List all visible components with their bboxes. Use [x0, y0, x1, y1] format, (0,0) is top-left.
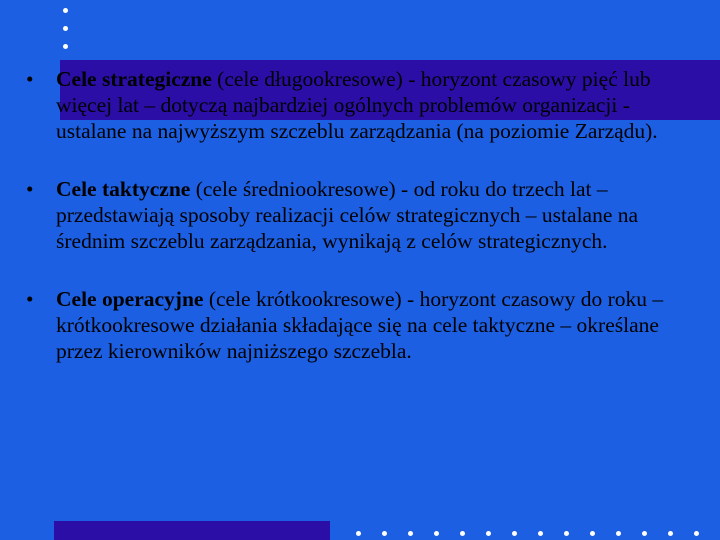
- decorative-dot: [356, 531, 361, 536]
- decorative-dot: [538, 531, 543, 536]
- bullet-term: Cele strategiczne: [56, 67, 212, 91]
- decorative-dot: [63, 26, 68, 31]
- decorative-dot: [434, 531, 439, 536]
- decorative-dot: [408, 531, 413, 536]
- bullet-text: (cele długookresowe) - horyzont czasowy pięć lub więcej lat – dotyczą najbardziej ogólnych problemów organizacji - ustalane na najwyższym szczeblu zarządzania (na poziomie Zarządu).: [56, 67, 658, 143]
- bullet-icon: •: [26, 287, 34, 311]
- decorative-dot: [460, 531, 465, 536]
- decorative-dot: [63, 8, 68, 13]
- bullet-item-strategic: [26, 66, 698, 144]
- bullet-list: [26, 66, 698, 396]
- decorative-dot: [668, 531, 673, 536]
- decorative-dot: [564, 531, 569, 536]
- decorative-dot: [382, 531, 387, 536]
- bullet-text: (cele krótkookresowe) - horyzont czasowy do roku – krótkookresowe działania składające się na cele taktyczne – określane przez kierowników najniższego szczebla.: [56, 287, 664, 363]
- decorative-dot: [512, 531, 517, 536]
- decorative-band-bottom: [54, 521, 330, 540]
- bullet-icon: •: [26, 67, 34, 91]
- bullet-term: Cele taktyczne: [56, 177, 191, 201]
- bullet-text: (cele średniookresowe) - od roku do trzech lat – przedstawiają sposoby realizacji celów strategicznych – ustalane na średnim szczeblu zarządzania, wynikają z celów strategicznych.: [56, 177, 639, 253]
- decorative-dot: [694, 531, 699, 536]
- decorative-dot: [642, 531, 647, 536]
- decorative-dot: [486, 531, 491, 536]
- decorative-dot: [590, 531, 595, 536]
- bullet-term: Cele operacyjne: [56, 287, 204, 311]
- bullet-item-tactical: [26, 176, 698, 254]
- bullet-icon: •: [26, 177, 34, 201]
- decorative-dot: [63, 44, 68, 49]
- decorative-dot: [616, 531, 621, 536]
- bullet-item-operational: [26, 286, 698, 364]
